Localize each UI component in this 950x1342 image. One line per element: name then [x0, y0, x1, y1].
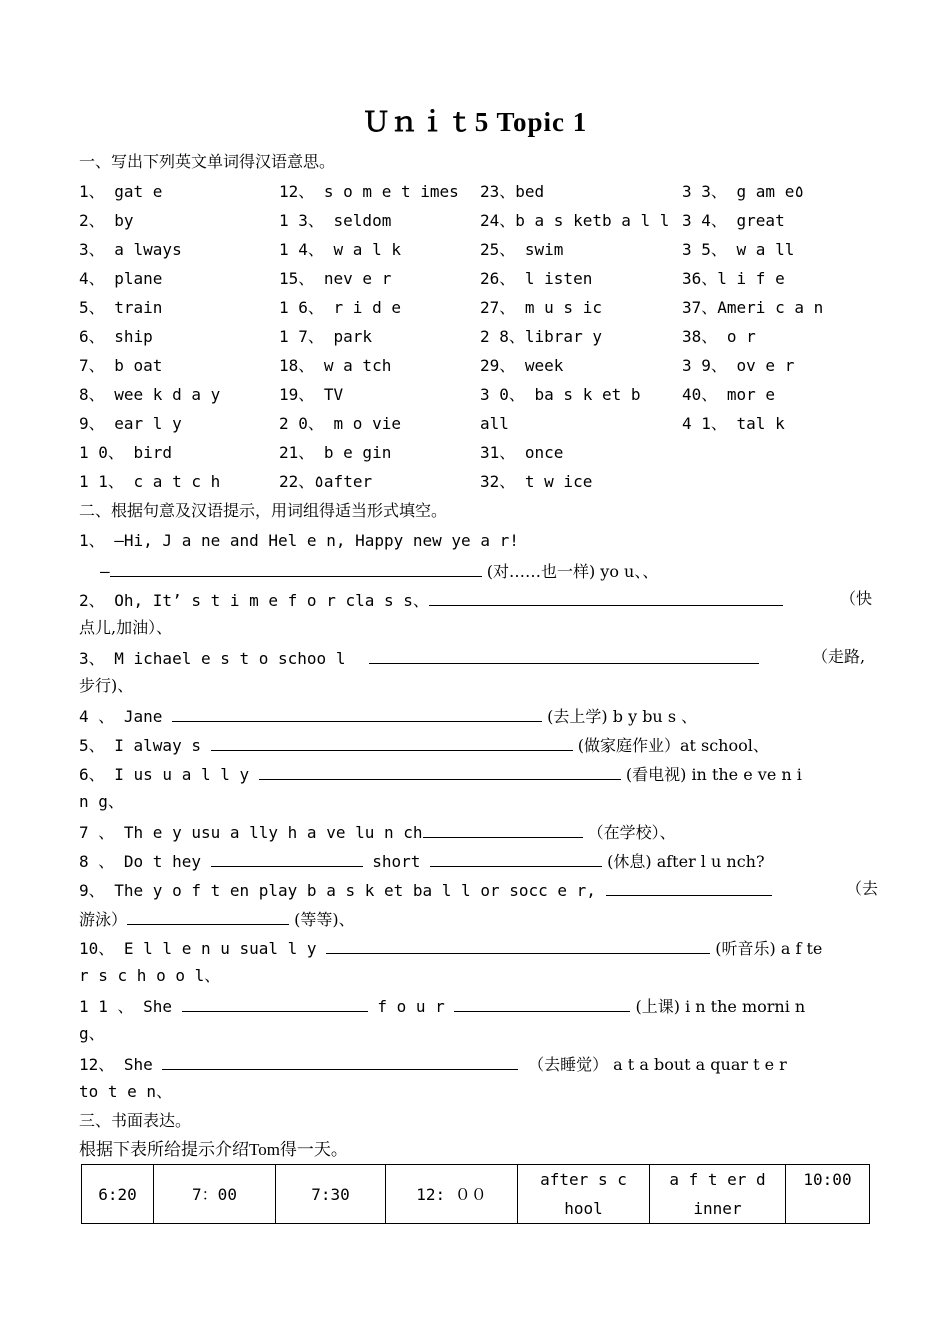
question-6: [79, 763, 802, 785]
vocab-item: 9、 ear l y: [79, 414, 182, 433]
question-1-line-2: [100, 560, 658, 582]
writing-prompt: 根据下表所给提示介绍Tom得一天。: [79, 1140, 348, 1159]
schedule-cell-text: a f t er d: [669, 1170, 766, 1189]
vocab-item: 1 4、 w a l k: [279, 240, 401, 259]
question-11-text: 1 1 、 She: [79, 997, 173, 1016]
vocab-item: 6、 ship: [79, 327, 153, 346]
page-title: Ｕｎｉｔ5 Topic 1: [362, 107, 588, 137]
section-1-heading: 一、写出下列英文单词得汉语意思。: [79, 152, 336, 171]
schedule-cell-text: hool: [564, 1199, 603, 1218]
question-5: [79, 734, 769, 756]
question-8-text: 8 、 Do t hey: [79, 852, 201, 871]
vocab-item: 19、 TV: [279, 385, 344, 404]
vocab-item: 24、b a s ketb a l l: [480, 211, 670, 230]
question-6-text: 6、 I us u a l l y: [79, 765, 250, 784]
vocab-item: 1 7、 park: [279, 327, 373, 346]
schedule-table: [81, 1164, 870, 1224]
question-1-line-1: 1、 —Hi, J a ne and Hel e n, Happy new ye a r!: [79, 531, 519, 550]
vocab-item: 3 9、 ov e r: [682, 356, 795, 375]
question-11: [79, 995, 805, 1017]
vocab-item: 40、 mor e: [682, 385, 776, 404]
question-11-continued: g、: [79, 1024, 105, 1043]
vocab-item: 29、 week: [480, 356, 564, 375]
vocab-item: 15、 nev e r: [279, 269, 392, 288]
vocab-item: 37、Ameri c a n: [682, 298, 824, 317]
question-3-text: 3、 M ichael e s t o schoo l: [79, 649, 346, 668]
vocab-item: 1 6、 r i d e: [279, 298, 401, 317]
question-3: [79, 647, 759, 669]
vocab-item: 3、 a lways: [79, 240, 182, 259]
schedule-cell: [518, 1165, 650, 1224]
schedule-cell-text: 12: ００: [416, 1184, 487, 1204]
vocab-item: 23、bed: [480, 182, 545, 201]
answer-blank-9b[interactable]: [127, 908, 289, 925]
schedule-cell-text: after s c: [540, 1170, 627, 1189]
schedule-cell: [650, 1165, 786, 1224]
question-5-text: 5、 I alway s: [79, 736, 201, 755]
vocab-item: 36、l i f e: [682, 269, 785, 288]
vocab-item: 3 3、 g am e٥: [682, 182, 804, 201]
question-2-continued: 点儿,加油）、: [79, 618, 173, 637]
question-4: [79, 705, 697, 727]
vocab-item: 3 4、 great: [682, 211, 785, 230]
answer-blank-1[interactable]: [110, 560, 482, 577]
vocab-item: 7、 b oat: [79, 356, 163, 375]
question-2-hint: （快: [840, 589, 873, 608]
question-1-hint: (对……也一样) yo u、、: [481, 562, 659, 581]
question-5-hint: (做家庭作业）at school、: [572, 736, 769, 755]
vocab-item: 4、 plane: [79, 269, 163, 288]
schedule-cell: [786, 1165, 870, 1224]
question-8-middle: short: [362, 852, 431, 871]
schedule-cell: [386, 1165, 518, 1224]
question-6-continued: n g、: [79, 792, 124, 811]
schedule-cell: [82, 1165, 154, 1224]
question-2-text: 2、 Oh, It’ s t i m e f o r cla s s、: [79, 591, 429, 610]
question-10-text: 10、 E l l e n u sual l y: [79, 939, 317, 958]
question-9-text: 9、 The y o f t en play b a s k et ba l l or socc e r,: [79, 881, 596, 900]
vocab-item: 2 0、 m o vie: [279, 414, 401, 433]
schedule-cell-text: inner: [693, 1199, 742, 1218]
question-9-continued: [79, 908, 355, 930]
section-2-heading: 二、根据句意及汉语提示，用词组得适当形式填空。: [79, 501, 448, 520]
question-7: [79, 821, 676, 843]
answer-blank-9a[interactable]: [606, 879, 772, 896]
vocab-item: 31、 once: [480, 443, 564, 462]
question-3-hint: （走路,: [812, 647, 866, 666]
answer-blank-6[interactable]: [259, 763, 621, 780]
schedule-cell-text: 10:00: [803, 1170, 852, 1189]
question-8: [79, 850, 765, 872]
question-12-hint: （去睡觉） a t a bout a quar t e r: [528, 1055, 787, 1074]
question-12-text: 12、 She: [79, 1055, 153, 1074]
vocab-item: 21、 b e gin: [279, 443, 392, 462]
question-9-cont-hint: (等等)、: [289, 910, 355, 929]
answer-blank-7[interactable]: [423, 821, 583, 838]
question-10-continued: r s c h o o l、: [79, 966, 221, 985]
question-3-continued: 步行)、: [79, 676, 134, 695]
question-7-text: 7 、 Th e y usu a lly h a ve lu n ch: [79, 823, 423, 842]
vocab-item: 26、 l isten: [480, 269, 593, 288]
vocab-item: 2 8、librar y: [480, 327, 602, 346]
vocab-item: 3 5、 w a ll: [682, 240, 795, 259]
dash: —: [100, 562, 110, 581]
answer-blank-10[interactable]: [326, 937, 710, 954]
question-10: [79, 937, 822, 959]
answer-blank-3[interactable]: [369, 647, 759, 664]
vocab-item: 18、 w a tch: [279, 356, 392, 375]
vocab-item: 38、 o r: [682, 327, 756, 346]
schedule-cell-text: 7:30: [311, 1184, 350, 1204]
vocab-item: 8、 wee k d a y: [79, 385, 221, 404]
question-8-hint: (休息) after l u nch?: [602, 852, 765, 871]
answer-blank-11b[interactable]: [454, 995, 630, 1012]
vocab-item: 1、 gat e: [79, 182, 163, 201]
question-4-text: 4 、 Jane: [79, 707, 163, 726]
question-7-hint: （在学校）、: [582, 823, 676, 842]
answer-blank-4[interactable]: [172, 705, 542, 722]
question-11-middle: f o u r: [367, 997, 455, 1016]
question-6-hint: (看电视) in the e ve n i: [620, 765, 802, 784]
answer-blank-8a[interactable]: [211, 850, 363, 867]
question-4-hint: (去上学) b y bu s 、: [542, 707, 698, 726]
vocab-item: 1 1、 c a t c h: [79, 472, 221, 491]
question-9-cont-text: 游泳）: [79, 910, 128, 929]
answer-blank-5[interactable]: [211, 734, 573, 751]
schedule-cell-text: 7：00: [192, 1184, 237, 1204]
section-3-heading: 三、书面表达。: [79, 1111, 192, 1130]
vocab-item: 2、 by: [79, 211, 134, 230]
vocab-item: 1 3、 seldom: [279, 211, 392, 230]
vocab-item: 5、 train: [79, 298, 163, 317]
answer-blank-12[interactable]: [162, 1053, 518, 1070]
vocab-item: 4 1、 tal k: [682, 414, 785, 433]
vocab-item: 12、 s o m e t imes: [279, 182, 459, 201]
question-9: [79, 879, 772, 901]
answer-blank-11a[interactable]: [182, 995, 368, 1012]
vocab-item: 22、٥after: [279, 472, 373, 491]
question-11-hint: (上课) i n the morni n: [630, 997, 806, 1016]
vocab-item: 32、 t w ice: [480, 472, 593, 491]
vocab-item: 27、 m u s ic: [480, 298, 602, 317]
answer-blank-8b[interactable]: [430, 850, 602, 867]
question-2: [79, 589, 783, 611]
question-10-hint: (听音乐) a f te: [710, 939, 823, 958]
schedule-cell: [154, 1165, 276, 1224]
vocab-item: all: [480, 414, 509, 433]
answer-blank-2[interactable]: [429, 589, 783, 606]
schedule-cell: [276, 1165, 386, 1224]
vocab-item: 3 0、 ba s k et b: [480, 385, 641, 404]
vocab-item: 1 0、 bird: [79, 443, 173, 462]
question-12-continued: to t e n、: [79, 1082, 173, 1101]
question-9-hint: （去: [846, 879, 879, 898]
vocab-item: 25、 swim: [480, 240, 564, 259]
question-12: [79, 1053, 787, 1075]
schedule-row: [82, 1165, 870, 1224]
schedule-cell-text: 6:20: [98, 1184, 137, 1204]
